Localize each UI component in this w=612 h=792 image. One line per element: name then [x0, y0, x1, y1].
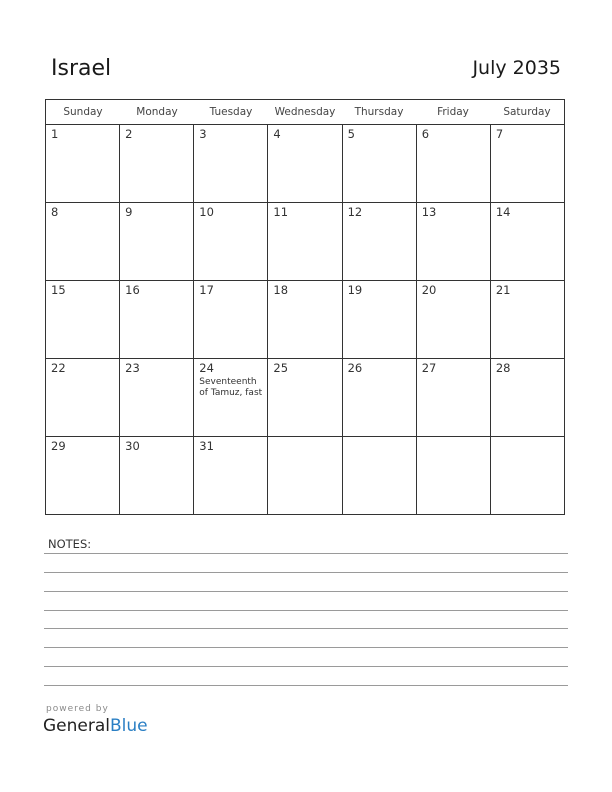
weekday-friday: Friday [437, 106, 469, 118]
day-number: 5 [347, 127, 355, 141]
day-cell [46, 203, 120, 280]
day-cell [194, 359, 268, 436]
day-cell-empty [343, 437, 417, 514]
day-number: 15 [51, 283, 66, 297]
month-year-title: July 2035 [472, 57, 561, 79]
day-cell [120, 359, 194, 436]
weekday-monday: Monday [136, 106, 178, 118]
day-cell [120, 203, 194, 280]
day-cell-empty [491, 437, 564, 514]
day-number: 7 [495, 127, 504, 141]
day-cell [343, 125, 417, 202]
day-cell [120, 125, 194, 202]
day-number: 14 [495, 205, 511, 219]
day-number: 22 [51, 361, 66, 375]
day-cell [120, 281, 194, 358]
day-cell-empty [268, 437, 342, 514]
notes-line [44, 685, 568, 686]
notes-line [44, 628, 568, 629]
day-number: 31 [199, 439, 214, 453]
day-cell [194, 281, 268, 358]
notes-line [44, 647, 568, 648]
day-number: 12 [347, 205, 363, 219]
day-cell [194, 437, 268, 514]
day-number: 24 [199, 361, 214, 375]
day-number: 25 [273, 361, 289, 375]
week-row [46, 437, 564, 514]
day-number: 10 [199, 205, 214, 219]
weekday-wednesday: Wednesday [274, 106, 336, 118]
week-row [46, 125, 564, 203]
day-number: 17 [199, 283, 214, 297]
logo-text-general: General [43, 716, 110, 736]
weekday-saturday: Saturday [503, 106, 551, 118]
weekday-header-row [46, 100, 564, 125]
day-cell [491, 203, 564, 280]
logo-text-blue: Blue [110, 716, 148, 736]
day-cell [491, 359, 564, 436]
day-cell [120, 437, 194, 514]
notes-line [44, 666, 568, 667]
notes-line [44, 553, 568, 554]
generalblue-logo[interactable] [43, 716, 148, 736]
day-cell [46, 437, 120, 514]
day-number: 6 [421, 127, 430, 141]
week-row [46, 281, 564, 359]
day-cell [46, 281, 120, 358]
weekday-sunday: Sunday [63, 106, 103, 118]
day-cell [343, 281, 417, 358]
day-cell [268, 359, 342, 436]
weekday-tuesday: Tuesday [209, 106, 253, 118]
day-cell [268, 125, 342, 202]
notes-line [44, 610, 568, 611]
day-number: 2 [125, 127, 133, 141]
day-cell [46, 125, 120, 202]
calendar-grid [45, 99, 565, 515]
day-cell [491, 281, 564, 358]
day-number: 29 [51, 439, 66, 453]
day-cell [417, 203, 491, 280]
day-cell [343, 359, 417, 436]
day-cell-empty [417, 437, 491, 514]
day-number: 3 [199, 127, 207, 141]
weekday-thursday: Thursday [354, 106, 404, 118]
notes-line [44, 572, 568, 573]
day-cell [268, 281, 342, 358]
day-number: 9 [125, 205, 133, 219]
day-cell [417, 125, 491, 202]
day-number: 26 [347, 361, 363, 375]
day-number: 1 [51, 127, 59, 141]
day-number: 18 [273, 283, 289, 297]
day-number: 23 [125, 361, 140, 375]
day-number: 13 [421, 205, 437, 219]
day-number: 16 [125, 283, 140, 297]
day-number: 20 [421, 283, 437, 297]
day-number: 19 [347, 283, 363, 297]
day-number: 11 [273, 205, 289, 219]
day-cell [343, 203, 417, 280]
day-cell [46, 359, 120, 436]
day-cell [194, 125, 268, 202]
day-number: 30 [125, 439, 140, 453]
day-cell [491, 125, 564, 202]
week-row [46, 203, 564, 281]
day-cell [417, 359, 491, 436]
holiday-event: Seventeenth of Tamuz, fast [199, 377, 263, 398]
day-number: 28 [495, 361, 511, 375]
day-cell [417, 281, 491, 358]
country-title: Israel [51, 56, 112, 81]
week-row [46, 359, 564, 437]
day-number: 4 [273, 127, 281, 141]
day-cell [194, 203, 268, 280]
notes-label: NOTES: [48, 537, 92, 551]
day-number: 27 [421, 361, 437, 375]
notes-line [44, 591, 568, 592]
day-number: 21 [495, 283, 511, 297]
day-cell [268, 203, 342, 280]
powered-by-label: powered by [46, 704, 109, 714]
day-number: 8 [51, 205, 59, 219]
